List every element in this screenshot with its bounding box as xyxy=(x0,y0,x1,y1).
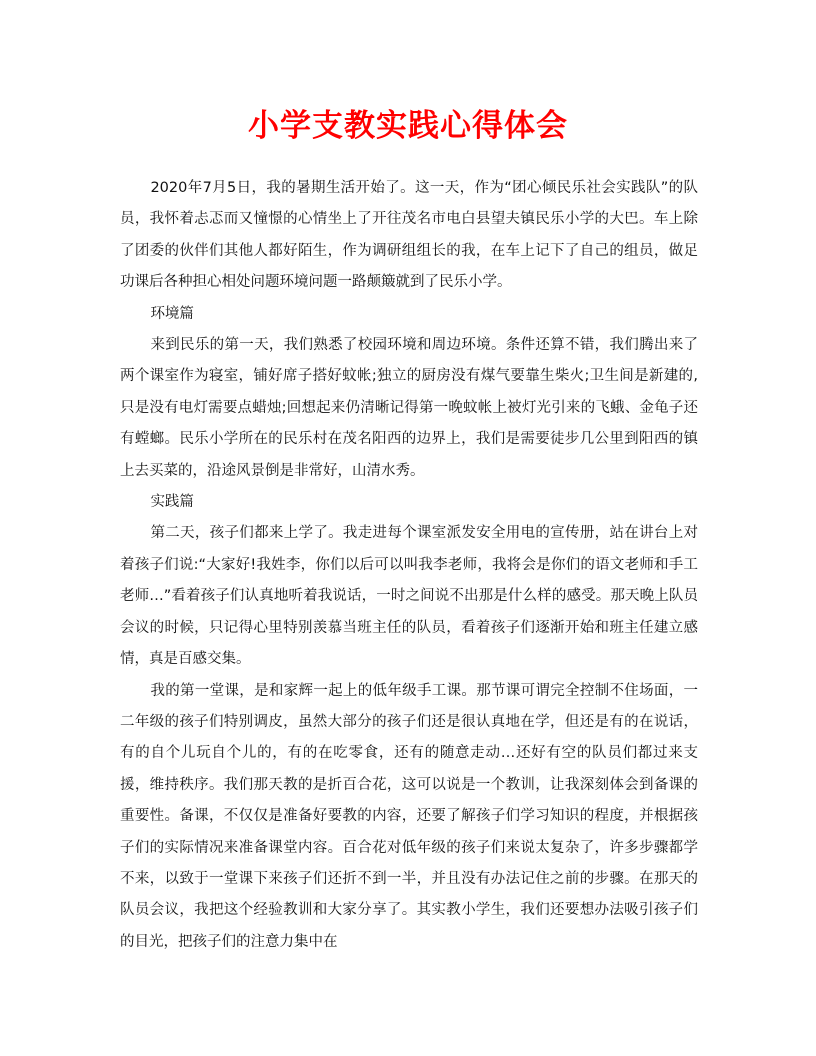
paragraph-practice-1: 第二天，孩子们都来上学了。我走进每个课室派发安全用电的宣传册，站在讲台上对着孩子们说:“大家好!我姓李，你们以后可以叫我李老师，我将会是你们的语文老师和手工老师…”看着孩子们认真地听着我说话，一时之间说不出那是什么样的感受。那天晚上队员会议的时候，只记得心里特别羡慕当班主任的队员，看着孩子们逐渐开始和班主任建立感情，真是百感交集。 xyxy=(120,525,698,668)
paragraph-environment: 来到民乐的第一天，我们熟悉了校园环境和周边环境。条件还算不错，我们腾出来了两个课室作为寝室，铺好席子搭好蚊帐;独立的厨房没有煤气要靠生柴火;卫生间是新建的,只是没有电灯需要点蜡烛;回想起来仍清晰记得第一晚蚊帐上被灯光引来的飞蛾、金龟子还有螳螂。民乐小学所在的民乐村在茂名阳西的边界上，我们是需要徒步几公里到阳西的镇上去买菜的，沿途风景倒是非常好，山清水秀。 xyxy=(120,337,698,479)
page-title: 小学支教实践心得体会 xyxy=(248,108,568,144)
section-heading-practice: 实践篇 xyxy=(150,494,194,511)
section-heading-environment: 环境篇 xyxy=(150,305,194,322)
paragraph-practice-2: 我的第一堂课，是和家辉一起上的低年级手工课。那节课可谓完全控制不住场面，一二年级的孩子们特别调皮，虽然大部分的孩子们还是很认真地在学，但还是有的在说话，有的自个儿玩自个儿的，有的在吃零食，还有的随意走动…还好有空的队员们都过来支援，维持秩序。我们那天教的是折百合花，这可以说是一个教训，让我深刻体会到备课的重要性。备课，不仅仅是准备好要教的内容，还要了解孩子们学习知识的程度，并根据孩子们的实际情况来准备课堂内容。百合花对低年级的孩子们来说太复杂了，许多步骤都学不来，以致于一堂课下来孩子们还折不到一半，并且没有办法记住之前的步骤。在那天的队员会议，我把这个经验教训和大家分享了。其实教小学生，我们还要想办法吸引孩子们的目光，把孩子们的注意力集中在 xyxy=(120,682,698,950)
paragraph-intro: 2020年7月5日，我的暑期生活开始了。这一天，作为“团心倾民乐社会实践队”的队员，我怀着忐忑而又憧憬的心情坐上了开往茂名市电白县望夫镇民乐小学的大巴。车上除了团委的伙伴们其他人都好陌生，作为调研组组长的我，在车上记下了自己的组员，做足功课后各种担心相处问题环境问题一路颠簸就到了民乐小学。 xyxy=(120,180,698,291)
document-body xyxy=(120,173,698,958)
